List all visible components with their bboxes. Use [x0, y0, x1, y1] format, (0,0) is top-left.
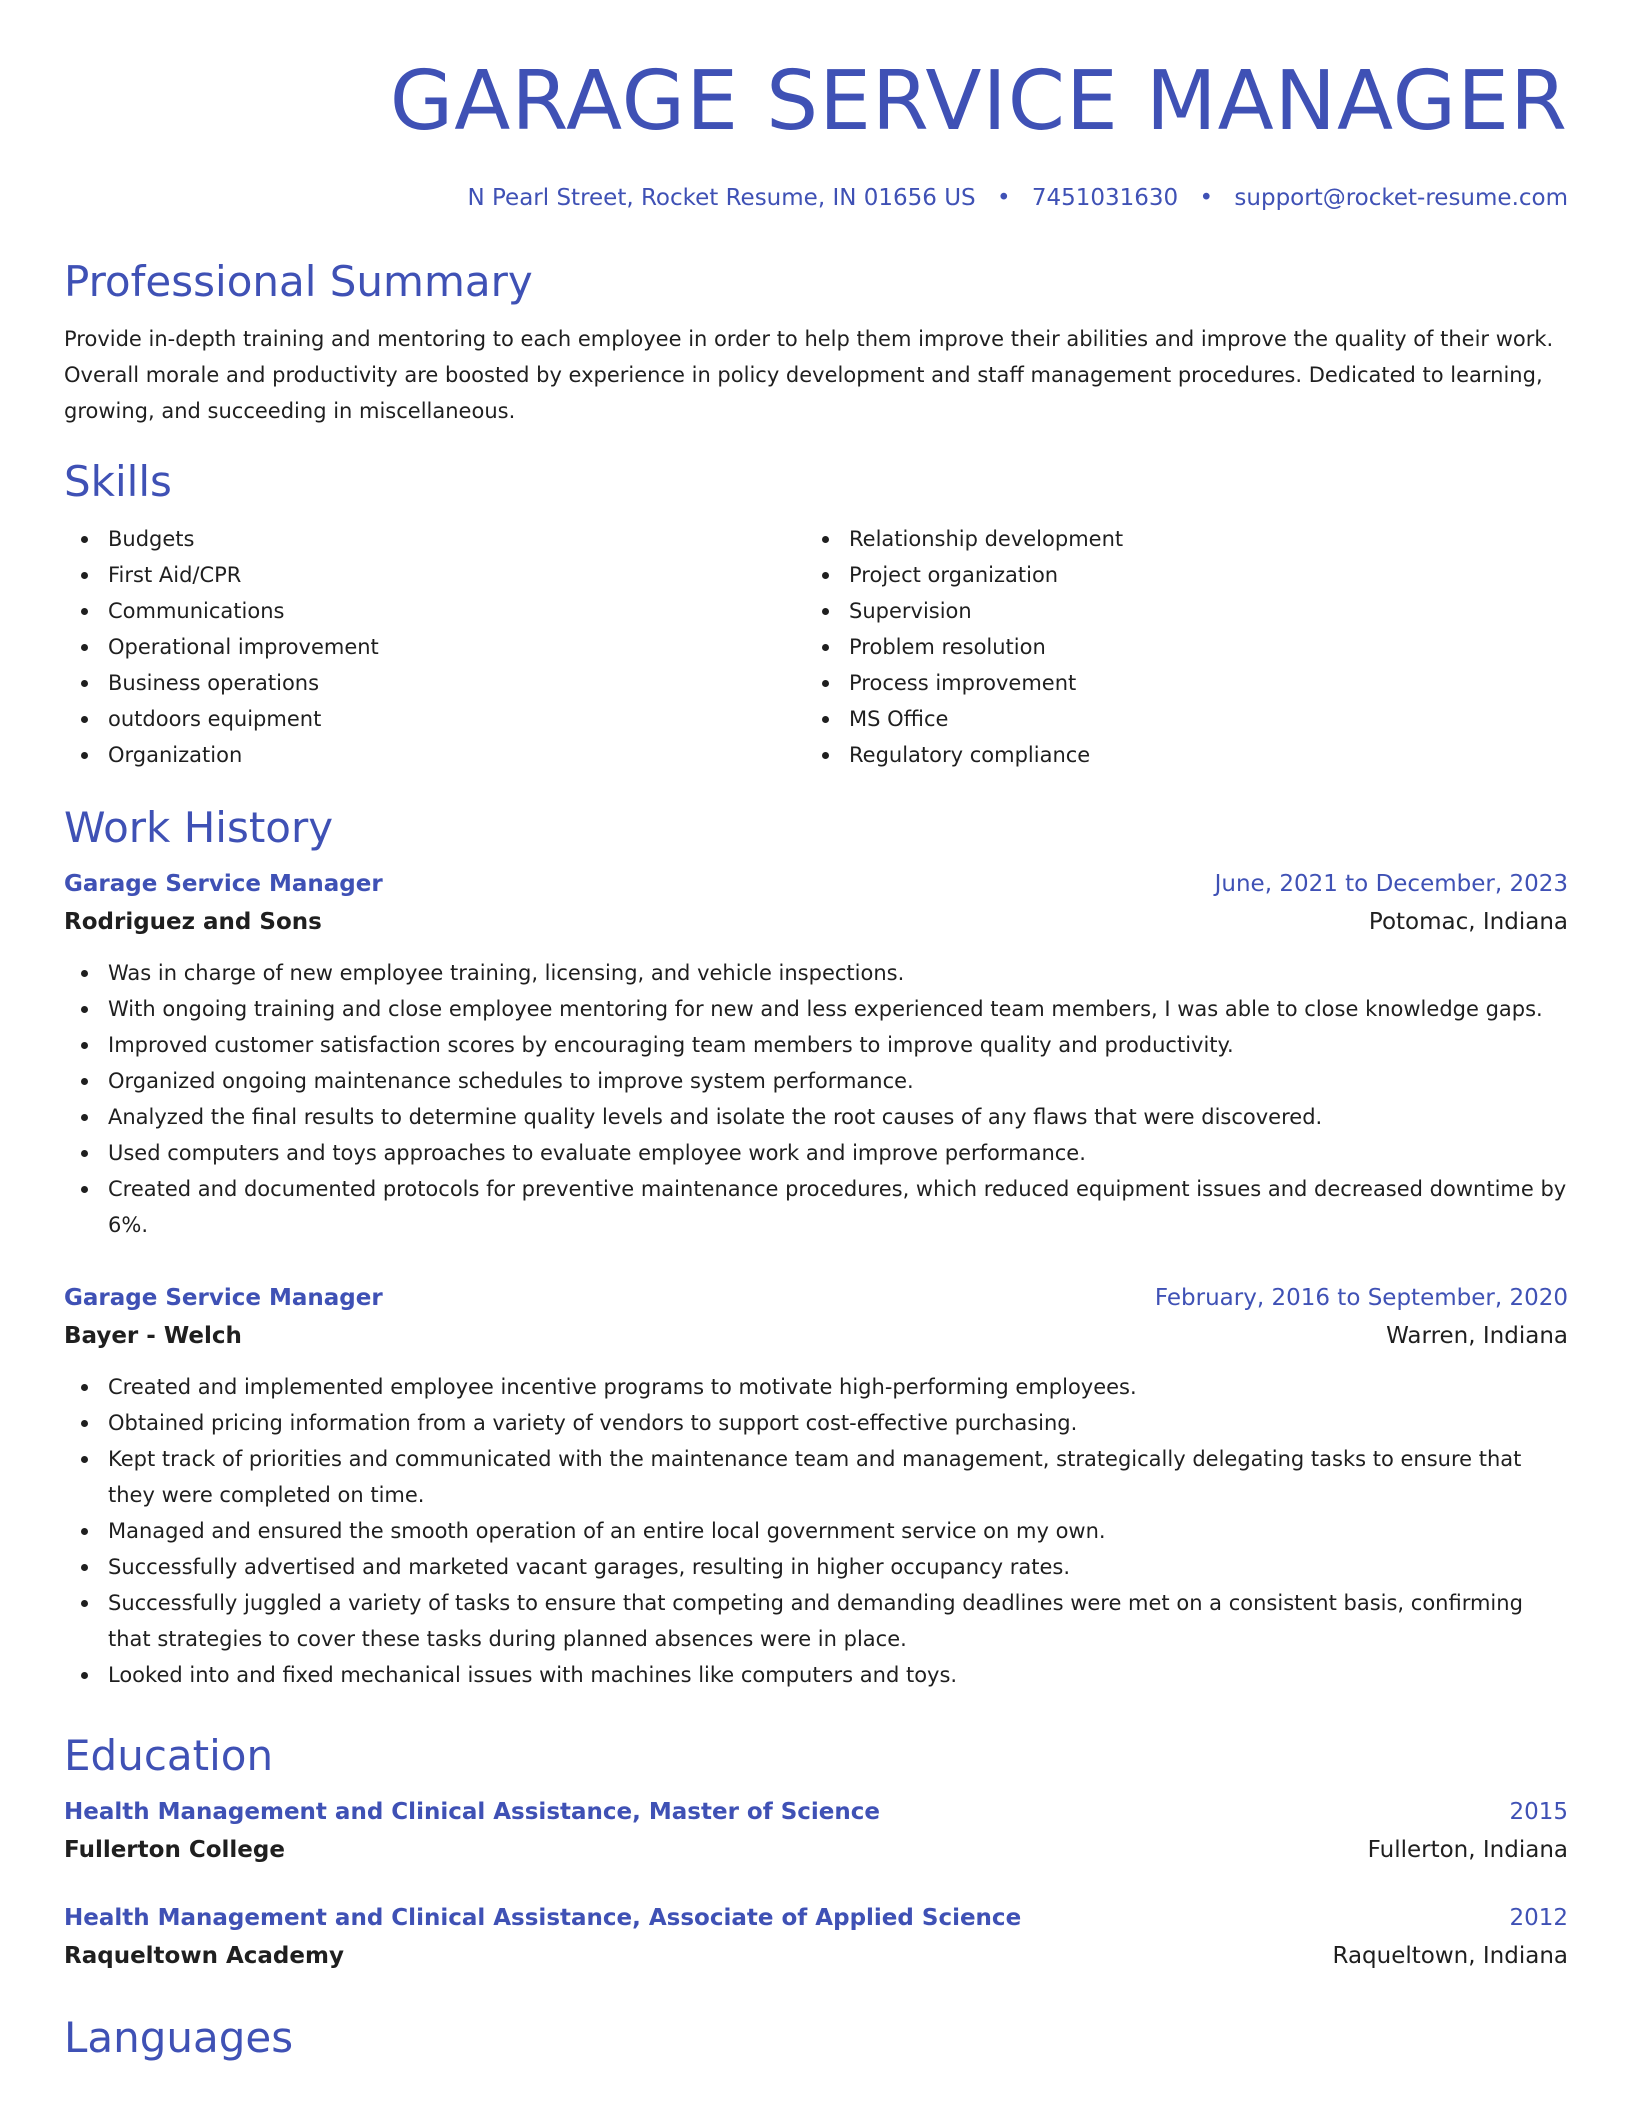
job-bullet: With ongoing training and close employee mentoring for new and less experienced team members, I was able to close knowledge gaps.: [64, 991, 1568, 1027]
education-heading: Education: [64, 1731, 274, 1780]
education-school-row: [64, 1831, 1568, 1869]
skill-item: Budgets: [64, 521, 805, 557]
education-entry-1: [64, 1793, 1568, 1869]
education-school: Fullerton College: [64, 1837, 285, 1863]
job-bullet: Looked into and fixed mechanical issues with machines like computers and toys.: [64, 1657, 1568, 1693]
education-location: Raqueltown, Indiana: [1332, 1943, 1568, 1969]
skill-item: Problem resolution: [805, 629, 1546, 665]
contact-email: support@rocket-resume.com: [1234, 185, 1568, 211]
skill-item: Regulatory compliance: [805, 737, 1546, 773]
job-bullet: Analyzed the final results to determine quality levels and isolate the root causes of any flaws that were discovered.: [64, 1099, 1568, 1135]
skill-item: First Aid/CPR: [64, 557, 805, 593]
job-bullet: Created and documented protocols for preventive maintenance procedures, which reduced equipment issues and decreased downtime by 6%.: [64, 1171, 1568, 1243]
skills-left-column: [64, 521, 805, 773]
skill-item: MS Office: [805, 701, 1546, 737]
job-bullet: Was in charge of new employee training, licensing, and vehicle inspections.: [64, 955, 1568, 991]
job-header-row: [64, 1279, 1568, 1317]
skill-item: Organization: [64, 737, 805, 773]
skills-right-column: [805, 521, 1546, 773]
job-company: Rodriguez and Sons: [64, 909, 322, 935]
job-bullet: Successfully juggled a variety of tasks to ensure that competing and demanding deadlines were met on a consistent basis, confirming that strategies to cover these tasks during planned absences were in place.: [64, 1585, 1568, 1657]
job-bullet: Organized ongoing maintenance schedules to improve system performance.: [64, 1063, 1568, 1099]
education-degree-row: [64, 1899, 1568, 1937]
job-title: Garage Service Manager: [64, 1285, 383, 1311]
skill-item: Project organization: [805, 557, 1546, 593]
contact-address: N Pearl Street, Rocket Resume, IN 01656 US: [467, 185, 976, 211]
professional-summary-text: Provide in-depth training and mentoring to each employee in order to help them improve their abilities and improve the quality of their work. Overall morale and productivity are boosted by experience in policy development and staff management procedures. Dedicated to learning, growing, and succeeding in miscellaneous.: [64, 327, 1554, 423]
contact-separator-1: •: [996, 185, 1011, 211]
job-entry-2: [64, 1279, 1568, 1693]
languages-heading: Languages: [64, 2013, 294, 2062]
education-year: 2012: [1509, 1905, 1568, 1931]
job-bullet: Used computers and toys approaches to evaluate employee work and improve performance.: [64, 1135, 1568, 1171]
job-company-row: [64, 1317, 1568, 1355]
skill-item: Supervision: [805, 593, 1546, 629]
job-company: Bayer - Welch: [64, 1323, 242, 1349]
job-dates: February, 2016 to September, 2020: [1154, 1285, 1568, 1311]
skill-item: Operational improvement: [64, 629, 805, 665]
skill-item: Communications: [64, 593, 805, 629]
job-bullet: Created and implemented employee incentive programs to motivate high-performing employees.: [64, 1369, 1568, 1405]
job-bullets: [64, 955, 1568, 1243]
job-bullets: [64, 1369, 1568, 1693]
skill-item: Process improvement: [805, 665, 1546, 701]
job-title: Garage Service Manager: [64, 871, 383, 897]
skill-item: outdoors equipment: [64, 701, 805, 737]
education-entry-2: [64, 1899, 1568, 1975]
education-degree: Health Management and Clinical Assistance, Master of Science: [64, 1799, 881, 1825]
job-bullet: Successfully advertised and marketed vacant garages, resulting in higher occupancy rates.: [64, 1549, 1568, 1585]
job-bullet: Improved customer satisfaction scores by encouraging team members to improve quality and productivity.: [64, 1027, 1568, 1063]
resume-name: GARAGE SERVICE MANAGER: [389, 54, 1568, 149]
education-degree: Health Management and Clinical Assistance, Associate of Applied Science: [64, 1905, 1022, 1931]
education-degree-row: [64, 1793, 1568, 1831]
professional-summary-heading: Professional Summary: [64, 257, 533, 306]
job-dates: June, 2021 to December, 2023: [1214, 871, 1568, 897]
skills-grid: [64, 521, 1568, 773]
skill-item: Relationship development: [805, 521, 1546, 557]
job-bullet: Obtained pricing information from a variety of vendors to support cost-effective purchasing.: [64, 1405, 1568, 1441]
contact-separator-2: •: [1199, 185, 1214, 211]
job-company-row: [64, 903, 1568, 941]
education-school-row: [64, 1937, 1568, 1975]
job-entry-1: [64, 865, 1568, 1243]
job-location: Potomac, Indiana: [1368, 909, 1568, 935]
job-header-row: [64, 865, 1568, 903]
education-school: Raqueltown Academy: [64, 1943, 344, 1969]
contact-phone: 7451031630: [1031, 185, 1179, 211]
skills-heading: Skills: [64, 457, 172, 506]
contact-line: [64, 183, 1568, 213]
work-history-heading: Work History: [64, 803, 334, 852]
skill-item: Business operations: [64, 665, 805, 701]
job-bullet: Managed and ensured the smooth operation of an entire local government service on my own.: [64, 1513, 1568, 1549]
education-location: Fullerton, Indiana: [1367, 1837, 1568, 1863]
job-bullet: Kept track of priorities and communicated with the maintenance team and management, strategically delegating tasks to ensure that they were completed on time.: [64, 1441, 1568, 1513]
education-year: 2015: [1509, 1799, 1568, 1825]
job-location: Warren, Indiana: [1386, 1323, 1568, 1349]
